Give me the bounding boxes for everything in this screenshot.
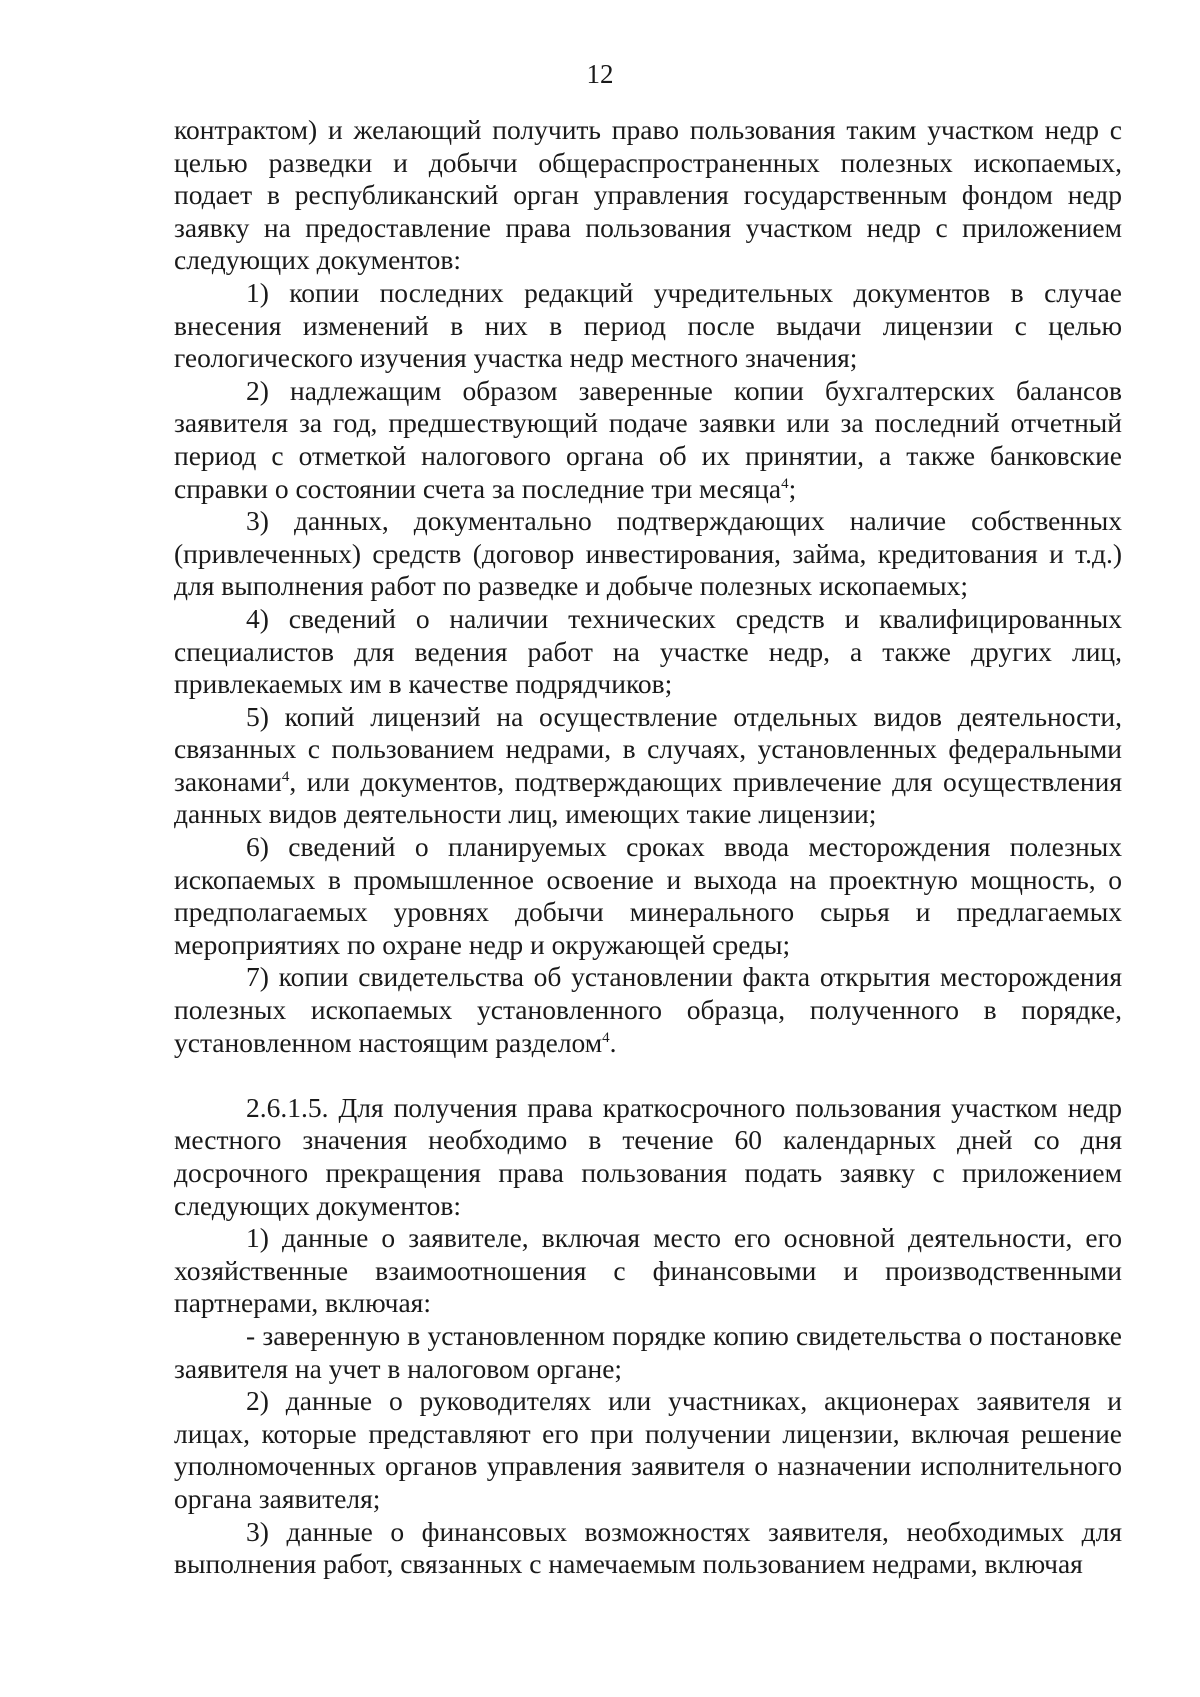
list-item-4-technical-means: 4) сведений о наличии технических средств и квалифицированных специалистов для ведения работ на участке недр, а также других лиц, привлекаемых им в качестве подрядчиков; <box>174 602 1122 700</box>
list-item-1-applicant-data: 1) данные о заявителе, включая место его основной деятельности, его хозяйственные взаимоотношения с финансовыми и производственными партнерами, включая: <box>174 1222 1122 1319</box>
document-body <box>174 114 1122 1581</box>
list-item-3-funding-data: 3) данных, документально подтверждающих наличие собственных (привлеченных) средств (договор инвестирования, займа, кредитования и т.д.) для выполнения работ по разведке и добыче полезных ископаемых; <box>174 505 1122 602</box>
list-item-6-commissioning-dates: 6) сведений о планируемых сроках ввода месторождения полезных ископаемых в промышленное освоение и выхода на проектную мощность, о предполагаемых уровнях добычи минерального сырья и предлагаемых мероприятиях по охране недр и окружающей среды; <box>174 831 1122 960</box>
sub-item-tax-registration: - заверенную в установленном порядке копию свидетельства о постановке заявителя на учет в налоговом органе; <box>174 1319 1122 1384</box>
list-item-7-discovery-certificate: 7) копии свидетельства об установлении факта открытия месторождения полезных ископаемых установленного образца, полученного в порядке, установленном настоящим разделом$^4$. <box>174 961 1122 1058</box>
footnote-mark: 4 <box>781 475 789 492</box>
list-item-2-balance-sheets: 2) надлежащим образом заверенные копии бухгалтерских балансов заявителя за год, предшествующий подаче заявки или за последний отчетный период с отметкой налогового органа об их принятии, а также банковские справки о состоянии счета за последние три месяца$^4$; <box>174 374 1122 504</box>
list-item-5-license-copies: 5) копий лицензий на осуществление отдельных видов деятельности, связанных с пользованием недрами, в случаях, установленных федеральными законами$^4$, или документов, подтверждающих привлечение для осуществления данных видов деятельности лиц, имеющих такие лицензии; <box>174 700 1122 830</box>
list-item-1-founding-documents: 1) копии последних редакций учредительных документов в случае внесения изменений в них в период после выдачи лицензии с целью геологического изучения участка недр местного значения; <box>174 276 1122 374</box>
footnote-mark: 4 <box>281 768 290 785</box>
section-2-6-1-5: 2.6.1.5. Для получения права краткосрочного пользования участком недр местного значения необходимо в течение 60 календарных дней со дня досрочного прекращения права пользования подать заявку с приложением следующих документов: <box>174 1091 1122 1221</box>
page-number: 12 <box>586 59 614 89</box>
list-item-2-managers-data: 2) данные о руководителях или участниках, акционерах заявителя и лицах, которые представляют его при получении лицензии, включая решение уполномоченных органов управления заявителя о назначении исполнительного органа заявителя; <box>174 1385 1122 1514</box>
paragraph-continuation: контрактом) и желающий получить право пользования таким участком недр с целью разведки и добычи общераспространенных полезных ископаемых, подает в республиканский орган управления государственным фондом недр заявку на предоставление права пользования участком недр с приложением следующих документов: <box>174 114 1122 276</box>
list-item-3-financial-capacity: 3) данные о финансовых возможностях заявителя, необходимых для выполнения работ, связанных с намечаемым пользованием недрами, включая <box>174 1515 1122 1580</box>
footnote-mark: 4 <box>602 1029 610 1046</box>
